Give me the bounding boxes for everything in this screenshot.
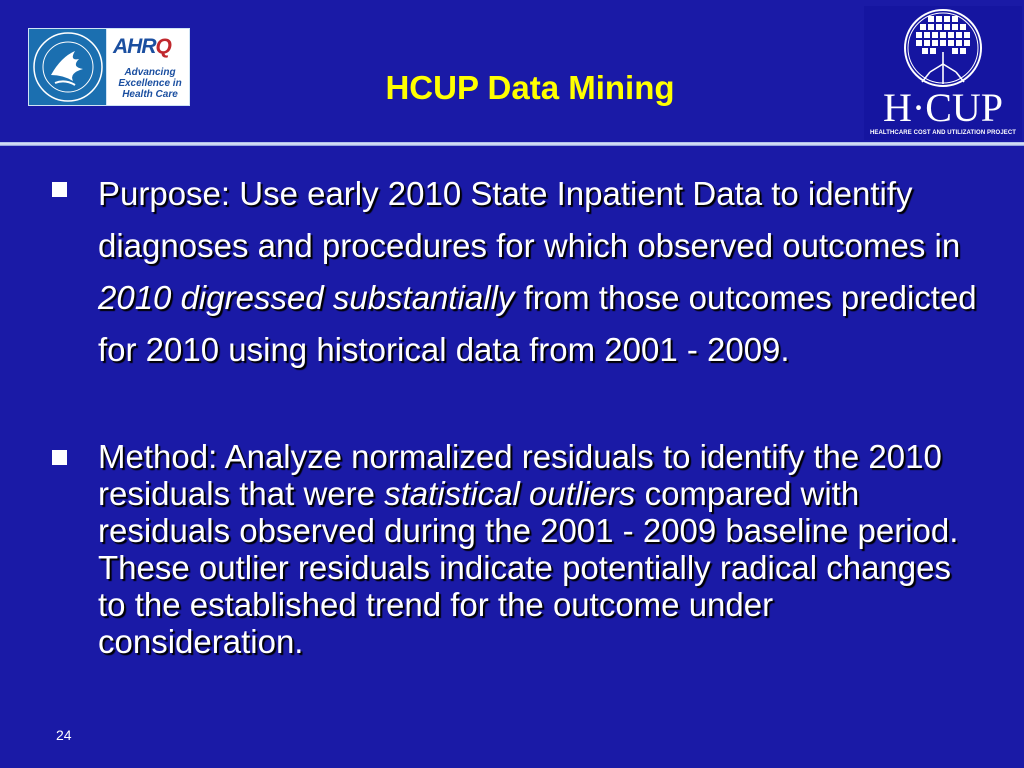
ahrq-tagline: Advancing Excellence in Health Care: [118, 67, 182, 100]
bullet-purpose-emphasis: 2010 digressed substantially: [98, 279, 515, 316]
bullet-method: [98, 438, 978, 660]
bullet-method-emphasis: statistical outliers: [384, 475, 636, 512]
ahrq-logo: [106, 28, 190, 106]
bullet-purpose-text: Purpose: Use early 2010 State Inpatient Data to identify diagnoses and procedures for which observed outcomes in: [98, 175, 961, 264]
bullet-square-icon: [52, 182, 67, 197]
eagle-icon: [29, 29, 107, 105]
hcup-subtitle: HEALTHCARE COST AND UTILIZATION PROJECT: [869, 130, 1017, 136]
bullet-purpose: [98, 168, 978, 376]
header-divider: [0, 142, 1024, 146]
ahrq-wordmark-q: Q: [155, 35, 171, 58]
hcup-wordmark: H·CUP: [882, 85, 1004, 130]
bullet-purpose-text-end: from those outcomes predicted for 2010 using historical data from 2001 - 2009.: [98, 279, 977, 368]
slide-title: HCUP Data Mining: [385, 69, 675, 106]
bullet-square-icon: [52, 450, 67, 465]
bullet-method-text-end: compared with residuals observed during the 2001 - 2009 baseline period. These outlier residuals indicate potentially radical changes to the established trend for the outcome under consideration.: [98, 475, 959, 660]
bullet-method-text: Method: Analyze normalized residuals to identify the 2010 residuals that were: [98, 438, 942, 512]
slide-header: [0, 0, 1024, 142]
tree-globe-icon: [864, 6, 1022, 90]
hcup-logo: [864, 6, 1022, 140]
hhs-seal-logo: [28, 28, 108, 106]
ahrq-wordmark: AHRQ: [113, 35, 171, 58]
page-number: 24: [56, 727, 72, 743]
